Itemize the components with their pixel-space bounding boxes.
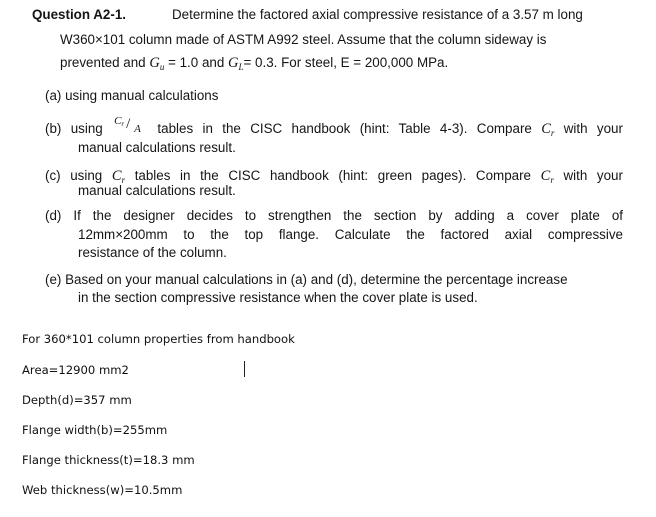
gl-value: = 0.3. For steel, E = 200,000 MPa. [243,55,449,70]
cr-subscript-c2: r [550,175,554,185]
cr-subscript-c1: r [121,175,126,185]
cr-symbol-c1: C [111,168,122,184]
gl-subscript: L [238,62,244,72]
property-web-thickness: Web thickness(w)=10.5mm [22,483,183,497]
cr-over-a-fraction: $C_r$ / A [114,115,141,135]
part-c-text: tables in the CISC handbook (hint: green pages). Compare [134,168,532,183]
property-flange-width: Flange width(b)=255mm [22,423,168,437]
part-a: (a) using manual calculations [45,88,219,103]
question-line-3-prefix: prevented and [60,55,146,70]
property-area: Area=12900 mm2 [22,363,129,377]
part-e-line-2: in the section compressive resistance when the cover plate is used. [78,290,478,305]
gu-subscript: u [159,62,165,72]
part-c-label: (c) using [45,168,103,183]
part-c-tail: with your [563,168,623,183]
question-line-1: Determine the factored axial compressive resistance of a 3.57 m long [172,7,583,22]
properties-header: For 360*101 column properties from handbook [22,332,295,346]
question-number: Question A2-1. [32,7,126,22]
frac-den: A [134,123,141,135]
question-line-3 [60,55,448,72]
frac-num-sub: r [121,120,125,128]
question-line-2: W360×101 column made of ASTM A992 steel. Assume that the column sideway is [60,32,547,47]
part-e-line-1: (e) Based on your manual calculations in (a) and (d), determine the percentage increase [45,272,568,287]
property-depth: Depth(d)=357 mm [22,393,132,407]
cr-symbol-c2: C [540,168,551,184]
part-d-line-1: (d) If the designer decides to strengthen the section by adding a cover plate of [45,208,623,223]
part-c-line-2: manual calculations result. [78,183,236,198]
cr-subscript: r [550,128,555,138]
frac-num: C [114,115,122,127]
part-d-line-2: 12mm×200mm to the top flange. Calculate the factored axial compressive [78,227,623,242]
part-d-line-3: resistance of the column. [78,245,227,260]
part-b-line-1 [45,115,623,138]
gl-symbol: G [228,55,239,71]
part-b-tail: with your [563,121,623,136]
part-b-line-2: manual calculations result. [78,140,236,155]
property-flange-thickness: Flange thickness(t)=18.3 mm [22,453,195,467]
gu-value: = 1.0 and [164,55,225,70]
gu-symbol: G [149,55,160,71]
part-b-label: (b) using [45,121,103,136]
cr-symbol: C [541,121,551,137]
part-b-text: tables in the CISC handbook (hint: Table 4-3). Compare [157,121,532,136]
text-cursor [244,361,245,377]
